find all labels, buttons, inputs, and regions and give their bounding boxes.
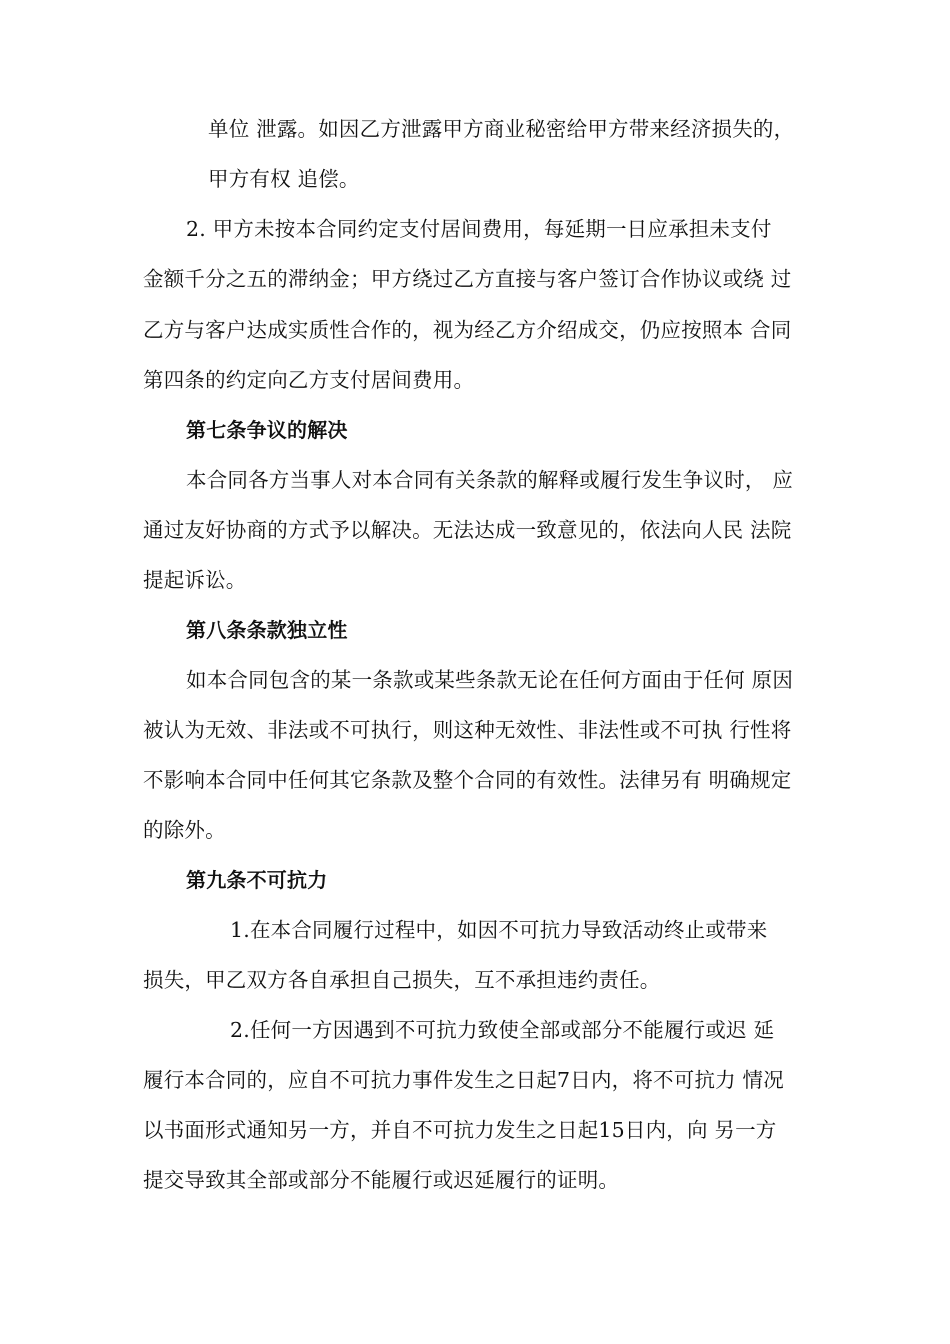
paragraph-line: 2. 甲方未按本合同约定支付居间费用，每延期一日应承担未支付 bbox=[186, 217, 772, 241]
paragraph-line: 不影响本合同中任何其它条款及整个合同的有效性。法律另有 明确规定 bbox=[143, 768, 792, 792]
paragraph-line: 履行本合同的，应自不可抗力事件发生之日起7日内，将不可抗力 情况 bbox=[143, 1068, 784, 1092]
paragraph-line: 甲方有权 追偿。 bbox=[208, 167, 360, 191]
paragraph-line: 提交导致其全部或部分不能履行或迟延履行的证明。 bbox=[143, 1168, 620, 1192]
paragraph-line: 被认为无效、非法或不可执行，则这种无效性、非法性或不可执 行性将 bbox=[143, 718, 792, 742]
paragraph-line: 如本合同包含的某一条款或某些条款无论在任何方面由于任何 原因 bbox=[186, 668, 794, 692]
paragraph-line: 2.任何一方因遇到不可抗力致使全部或部分不能履行或迟 延 bbox=[230, 1018, 775, 1042]
paragraph-line: 以书面形式通知另一方，并自不可抗力发生之日起15日内，向 另一方 bbox=[143, 1118, 777, 1142]
paragraph-line: 的除外。 bbox=[143, 818, 226, 842]
paragraph-line: 金额千分之五的滞纳金；甲方绕过乙方直接与客户签订合作协议或绕 过 bbox=[143, 267, 792, 291]
paragraph-line: 通过友好协商的方式予以解决。无法达成一致意见的，依法向人民 法院 bbox=[143, 518, 792, 542]
section-heading-8: 第八条条款独立性 bbox=[186, 618, 348, 642]
section-heading-7: 第七条争议的解决 bbox=[186, 418, 348, 442]
paragraph-line: 提起诉讼。 bbox=[143, 568, 247, 592]
paragraph-line: 本合同各方当事人对本合同有关条款的解释或履行发生争议时， 应 bbox=[186, 468, 794, 492]
paragraph-line: 损失，甲乙双方各自承担自己损失，互不承担违约责任。 bbox=[143, 968, 661, 992]
paragraph-line: 1.在本合同履行过程中，如因不可抗力导致活动终止或带来 bbox=[230, 918, 768, 942]
paragraph-line: 乙方与客户达成实质性合作的，视为经乙方介绍成交，仍应按照本 合同 bbox=[143, 318, 792, 342]
paragraph-line: 第四条的约定向乙方支付居间费用。 bbox=[143, 368, 475, 392]
section-heading-9: 第九条不可抗力 bbox=[186, 868, 328, 892]
paragraph-line: 单位 泄露。如因乙方泄露甲方商业秘密给甲方带来经济损失的， bbox=[208, 117, 795, 141]
